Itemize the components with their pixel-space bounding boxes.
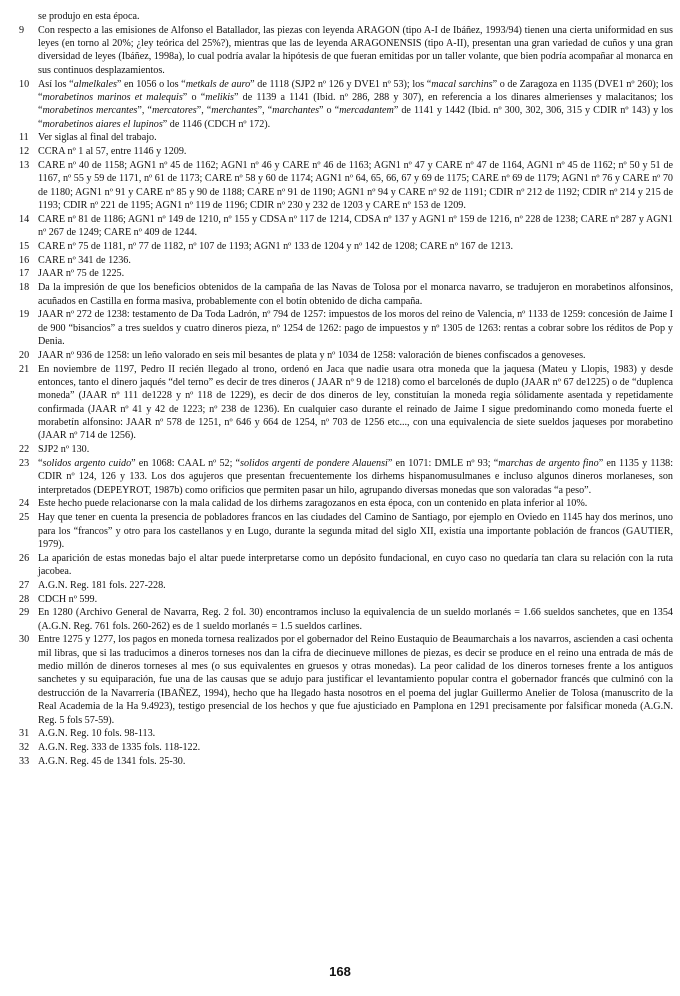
footnote-number: 32 [19, 742, 30, 754]
footnote-19 [19, 308, 673, 348]
footnote-number: 31 [19, 728, 30, 740]
footnote-text: CCRA nº 1 al 57, entre 1146 y 1209. [38, 146, 187, 158]
footnote-text: CARE nº 341 de 1236. [38, 254, 131, 266]
footnote-text: En noviembre de 1197, Pedro II recién llegado al trono, ordenó en Jaca que nadie usara otra moneda que la jaquesa (Mateu y Llopis, 1983) y desde entonces, tanto el dinero jaqués “del terno” es decir de tres dineros ( JAAR nº 9 de 1218) como el barcelonés de duplo (JAAR nº 67 de1225) o de “duplenca moneda” (JAAR nº 111 de1228 y nº 118 de 1229), es decir de dos dineros de ley, constituían la moneda regia sólidamente asentada y repetidamente confirmada (JAAR nº 41 y 42 de 1223; nº 238 de 1236). En cualquier caso durante el reinado de Jaime I sigue predominando como moneda fuerte el morabetín alfonsino: JAAR nº 578 de 1251, nº 646 y 664 de 1254, nº 703 de 1256 etc..., con una equivalencia de siete sueldos jaqueses por morabetino (JAAR nº 714 de 1256). [38, 363, 673, 442]
footnotes [19, 10, 673, 769]
footnote-27 [19, 579, 673, 592]
footnote-number: 15 [19, 240, 30, 252]
footnote-text: En 1280 (Archivo General de Navarra, Reg. 2 fol. 30) encontramos incluso la equivalencia de un sueldo morlanés = 1.66 sueldos sanchetes, que en 1354 (A.G.N. Reg. 761 fols. 260-262) es de 1 sueldo morlanés = 1.5 sueldos carlines. [38, 607, 673, 632]
footnote-11 [19, 131, 673, 144]
footnote-32 [19, 741, 673, 754]
footnote-number: 11 [19, 132, 29, 144]
footnote-17 [19, 267, 673, 280]
footnote-16 [19, 254, 673, 267]
footnote-number: 29 [19, 607, 30, 619]
footnote-text: se produjo en esta época. [38, 11, 140, 22]
footnote-text: Este hecho puede relacionarse con la mala calidad de los dirhems zaragozanos en esta época, con un contenido en plata inferior al 10%. [38, 498, 588, 510]
footnote-13 [19, 159, 673, 212]
footnote-9 [19, 24, 673, 77]
footnote-number: 16 [19, 254, 30, 266]
footnote-number: 12 [19, 146, 30, 158]
footnote-text: JAAR nº 936 de 1258: un leño valorado en seis mil besantes de plata y nº 1034 de 1258: valoración de bienes confiscados a genoveses. [38, 349, 586, 361]
footnote-text: CARE nº 40 de 1158; AGN1 nº 45 de 1162; AGN1 nº 46 y CARE nº 46 de 1163; AGN1 nº 47 y CARE nº 47 de 1164, AGN1 nº 45 de 1162; nº 50 y 51 de 1167, nº 55 y 59 de 1171, nº 61 de 1173; CARE nº 58 y 60 de 1174; AGN1 nº 64, 65, 66, 67 y 69 de 1175; CARE nº 69 de 1179; AGN1 nº 76 y CARE nº 70 de 1180; AGN1 nº 91 y CARE nº 85 y 90 de 1188; CARE nº 91 de 1190; AGN1 nº 94 y CARE nº 92 de 1191; CDIR nº 212 de 1192; CDIR nº 214 y 215 de 1193; CDIR nº 221 de 1195; AGN1 nº 119 de 1196; CDIR nº 230 y 232 de 1203 y CARE nº 153 de 1209. [38, 159, 673, 211]
footnote-number: 9 [19, 24, 25, 36]
footnote-10 [19, 78, 673, 131]
footnote-22 [19, 443, 673, 456]
footnote-number: 17 [19, 268, 30, 280]
footnote-text: Así los “almelkales” en 1056 o los “metkals de auro” de 1118 (SJP2 nº 126 y DVE1 nº 53); los “macal sarchins” o de Zaragoza en 1135 (DVE1 nº 260); los “morabetinos marinos et malequis” o “melikis” de 1139 a 1141 (Ibid. nº 286, 288 y 307), en referencia a los dinares almerienses y malacitanos; los “morabetinos mercantes”, “mercatores”, “merchantes”, “marchantes” o “mercadantem” de 1141 y 1442 (Ibid. nº 300, 302, 306, 315 y CDIR nº 143) y los “morabetinos aiares el lupinos” de 1146 (CDCH nº 172). [38, 78, 673, 130]
footnote-31 [19, 727, 673, 740]
footnote-number: 25 [19, 512, 30, 524]
footnote-text: Ver siglas al final del trabajo. [38, 132, 157, 144]
footnote-25 [19, 511, 673, 551]
footnote-33 [19, 755, 673, 768]
footnote-number: 24 [19, 498, 30, 510]
footnote-number: 13 [19, 159, 30, 171]
footnote-18 [19, 281, 673, 308]
footnote-list [19, 24, 673, 768]
footnote-number: 19 [19, 309, 30, 321]
footnote-number: 18 [19, 282, 30, 294]
footnote-24 [19, 497, 673, 510]
footnote-number: 30 [19, 634, 30, 646]
footnote-number: 33 [19, 755, 30, 767]
footnote-text: La aparición de estas monedas bajo el altar puede interpretarse como un depósito fundacional, en cuyo caso no quedaría tan clara su relación con la ruta jacobea. [38, 552, 673, 577]
footnote-20 [19, 349, 673, 362]
footnote-number: 27 [19, 579, 30, 591]
page-number: 168 [329, 964, 351, 979]
footnote-text: JAAR nº 272 de 1238: testamento de Da Toda Ladrón, nº 794 de 1257: impuestos de los moros del reino de Valencia, nº 1133 de 1259: concesión de Jaime I de 900 “bisancios” a tres sueldos y cuatro dineros pieza, nº 1254 de 1262: pago de impuestos y nº 1305 de 1263: rentas a cobrar sobre los réditos de Pop y Denia. [38, 309, 673, 348]
footnote-text: Con respecto a las emisiones de Alfonso el Batallador, las piezas con leyenda ARAGON (tipo A-I de Ibáñez, 1993/94) tienen una cierta uniformidad en sus leyes (en torno al 20%; ¿ley teórica del 25%?), mientras que las de leyenda ARAGONENSIS (tipo A-II), presentan una gran variedad de cuños y una gran diversidad de leyes (Ibáñez, 1998a), lo cual podría avalar la hipótesis de que fueran emitidas por un taller volante, que bien podría acompañar al monarca en sus continuos desplazamientos. [38, 24, 673, 76]
footnote-number: 28 [19, 593, 30, 605]
footnote-text: A.G.N. Reg. 333 de 1335 fols. 118-122. [38, 742, 201, 754]
footnote-30 [19, 633, 673, 726]
footnote-26 [19, 552, 673, 579]
footnote-number: 10 [19, 78, 30, 90]
footnote-text: A.G.N. Reg. 10 fols. 98-113. [38, 728, 156, 740]
footnote-number: 21 [19, 363, 30, 375]
footnote-23 [19, 457, 673, 497]
footnote-text: CDCH nº 599. [38, 593, 98, 605]
footnote-text: CARE nº 75 de 1181, nº 77 de 1182, nº 107 de 1193; AGN1 nº 133 de 1204 y nº 142 de 1208; CARE nº 167 de 1213. [38, 240, 513, 252]
footnote-28 [19, 593, 673, 606]
footnote-number: 26 [19, 552, 30, 564]
footnote-text: Hay que tener en cuenta la presencia de pobladores francos en las ciudades del Camino de Santiago, por ejemplo en Oviedo en 1145 hay dos merinos, uno para los “francos” y otro para los castellanos y en Lugo, durante la segunda mitad del siglo XII, existía una importante población de francos (GAUTIER, 1979). [38, 512, 673, 550]
footnote-text: SJP2 nº 130. [38, 444, 90, 456]
footnote-text: JAAR nº 75 de 1225. [38, 268, 125, 280]
footnote-12 [19, 145, 673, 158]
footnote-continuation [19, 10, 673, 23]
footnote-number: 20 [19, 349, 30, 361]
footnote-number: 14 [19, 213, 30, 225]
footnote-text: A.G.N. Reg. 181 fols. 227-228. [38, 579, 166, 591]
footnote-text: Entre 1275 y 1277, los pagos en moneda tornesa realizados por el gobernador del Reino Eustaquio de Beaumarchais a los navarros, ascienden a casi ochenta mil libras, que si las traducimos a dineros torneses nos dan la cifra de diecinueve millones de piezas, es decir se produce en el reino una entrada de más de medio millón de dineros torneses al mes (o sus equivalentes en gruesos y otras monedas). La peor calidad de los dineros torneses frente a los antiguos sanchetes y su equiparación, fue una de las causas que se adujo para justificar el levantamiento popular contra el gobernador francés que culminó con la destrucción de la Navarrería (IBAÑEZ, 1994), hecho que ha llegado hasta nosotros en el poema del juglar Guillermo Anelier de Tolosa (manuscrito de la Real Academia de la Ha 9.4923), testigo presencial de los hechos y que fue ajusticiado en Pamplona en 1291 precisamente por falsificar moneda (A.G.N. Reg. 5 fols 57-59). [38, 634, 673, 726]
footnote-text: A.G.N. Reg. 45 de 1341 fols. 25-30. [38, 755, 186, 767]
footnote-text: CARE nº 81 de 1186; AGN1 nº 149 de 1210, nº 155 y CDSA nº 117 de 1214, CDSA nº 137 y AGN1 nº 159 de 1216, nº 228 de 1238; CARE nº 287 y AGN1 nº 267 de 1249; CARE nº 409 de 1244. [38, 213, 673, 239]
footnote-number: 23 [19, 457, 30, 469]
footnote-number: 22 [19, 444, 30, 456]
footnote-29 [19, 606, 673, 633]
footnote-15 [19, 240, 673, 253]
footnote-text: Da la impresión de que los beneficios obtenidos de la campaña de las Navas de Tolosa por el monarca navarro, se tradujeron en morabetinos alfonsinos, acuñados en Castilla en forma masiva, probablemente con el botín obtenido de dicha campaña. [38, 282, 673, 307]
footnote-text: “solidos argento cuido” en 1068: CAAL nº 52; “solidos argenti de pondere Alauensi” en 1071: DMLE nº 93; “marchas de argento fino” en 1135 y 1138: CDIR nº 124, 126 y 133. Los dos agujeros que presentan frecuentemente los dirhems hispanomusulmanes e incluso algunos dineros morlaneses, son interpretados (DEPEYROT, 1987b) como orificios que permiten pasar un hilo, agrupando diversas monedas que son valoradas “a peso”. [38, 457, 674, 496]
footnote-14 [19, 213, 673, 240]
footnote-21 [19, 363, 673, 443]
